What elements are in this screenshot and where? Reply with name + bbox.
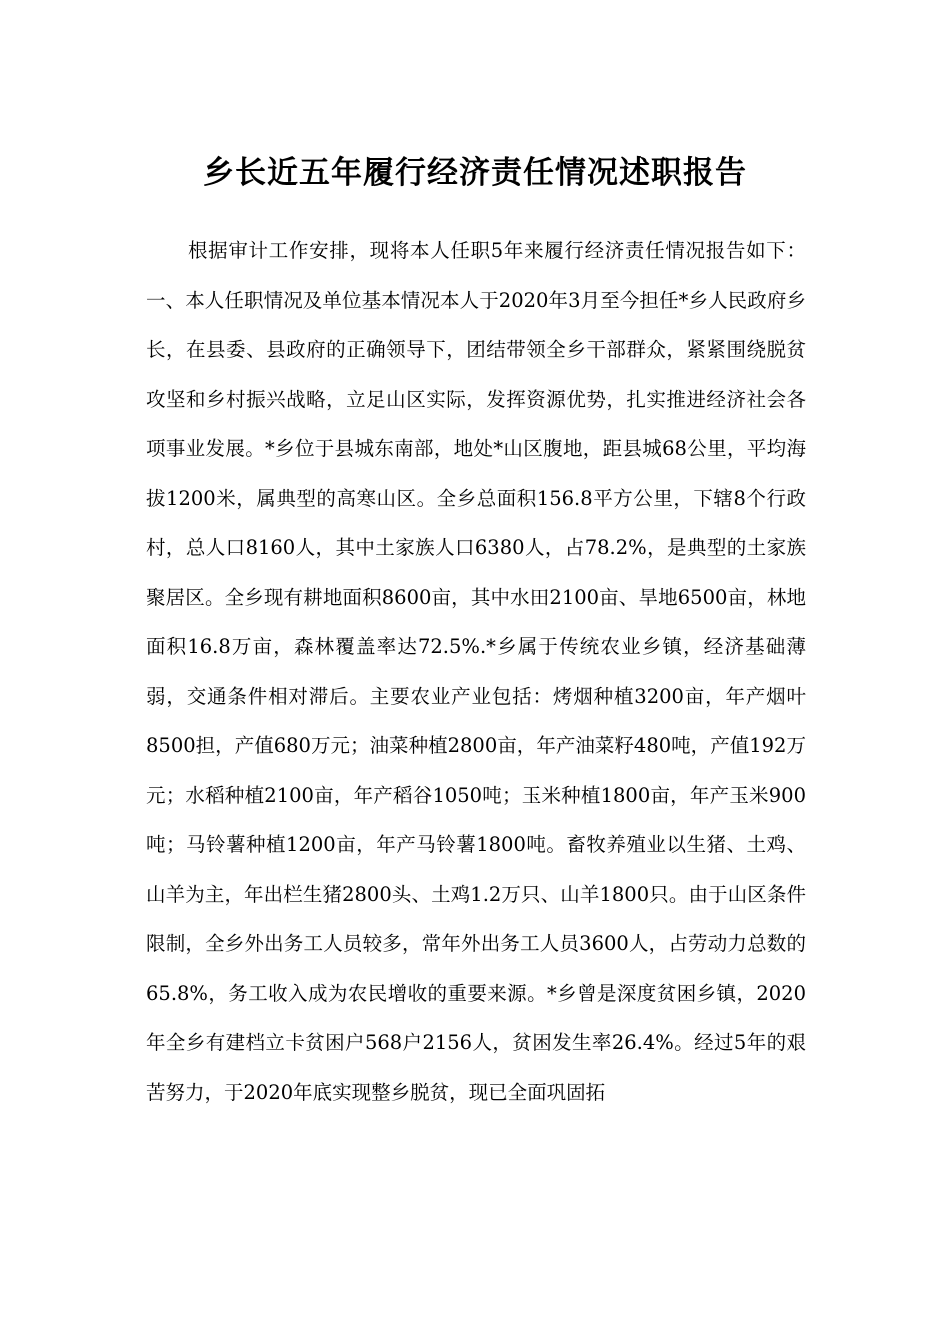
document-body-paragraph: 根据审计工作安排，现将本人任职5年来履行经济责任情况报告如下：一、本人任职情况及单位基本情况本人于2020年3月至今担任*乡人民政府乡长，在县委、县政府的正确领导下，团结带领全乡干部群众，紧紧围绕脱贫攻坚和乡村振兴战略，立足山区实际，发挥资源优势，扎实推进经济社会各项事业发展。*乡位于县城东南部，地处*山区腹地，距县城68公里，平均海拔1200米，属典型的高寒山区。全乡总面积156.8平方公里，下辖8个行政村，总人口8160人，其中土家族人口6380人，占78.2%，是典型的土家族聚居区。全乡现有耕地面积8600亩，其中水田2100亩、旱地6500亩，林地面积16.8万亩，森林覆盖率达72.5%.*乡属于传统农业乡镇，经济基础薄弱，交通条件相对滞后。主要农业产业包括：烤烟种植3200亩，年产烟叶8500担，产值680万元；油菜种植2800亩，年产油菜籽480吨，产值192万元；水稻种植2100亩，年产稻谷1050吨；玉米种植1800亩，年产玉米900吨；马铃薯种植1200亩，年产马铃薯1800吨。畜牧养殖业以生猪、土鸡、山羊为主，年出栏生猪2800头、土鸡1.2万只、山羊1800只。由于山区条件限制，全乡外出务工人员较多，常年外出务工人员3600人，占劳动力总数的65.8%，务工收入成为农民增收的重要来源。*乡曾是深度贫困乡镇，2020年全乡有建档立卡贫困户568户2156人，贫困发生率26.4%。经过5年的艰苦努力，于2020年底实现整乡脱贫，现已全面巩固拓	[146, 239, 806, 1104]
document-title: 乡长近五年履行经济责任情况述职报告	[203, 154, 747, 191]
